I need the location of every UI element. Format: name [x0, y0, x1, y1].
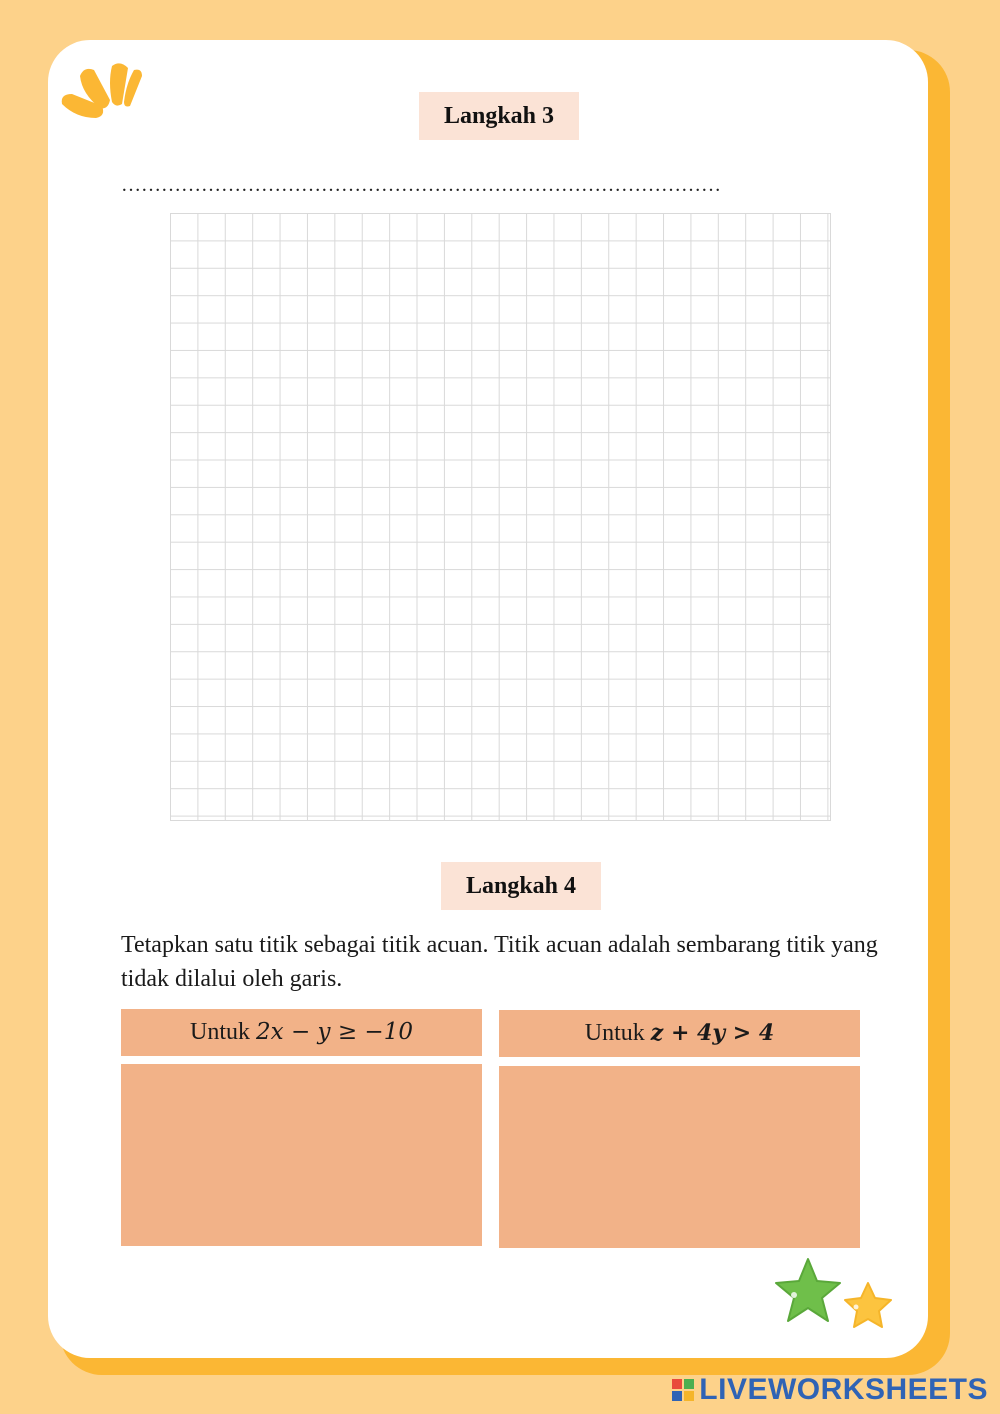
column-header-left-prefix: Untuk: [190, 1019, 251, 1045]
inequality-left: 2𝑥 − 𝑦 ≥ −10: [256, 1019, 413, 1045]
coordinate-grid[interactable]: [170, 213, 831, 821]
column-header-right: [499, 1010, 860, 1057]
brand-name: LIVEWORKSHEETS: [699, 1373, 988, 1406]
sun-rays-icon: [58, 58, 144, 128]
answer-box-left[interactable]: [121, 1064, 482, 1246]
inequality-right: z + 4y > 4: [650, 1020, 775, 1046]
step-3-label: Langkah 3: [419, 92, 579, 140]
step-4-label: Langkah 4: [441, 862, 601, 910]
brand-watermark: [671, 1372, 988, 1408]
column-header-right-prefix: Untuk: [584, 1020, 645, 1046]
instruction-text: Tetapkan satu titik sebagai titik acuan. Titik acuan adalah sembarang titik yang tidak dilalui oleh garis.: [121, 932, 878, 992]
liveworksheets-logo-icon: [671, 1378, 695, 1402]
answer-box-right[interactable]: [499, 1066, 860, 1248]
stars-icon: [770, 1255, 900, 1345]
column-header-left: [121, 1009, 482, 1056]
answer-dotted-line[interactable]: ………………………………………………………………………………: [121, 174, 721, 196]
